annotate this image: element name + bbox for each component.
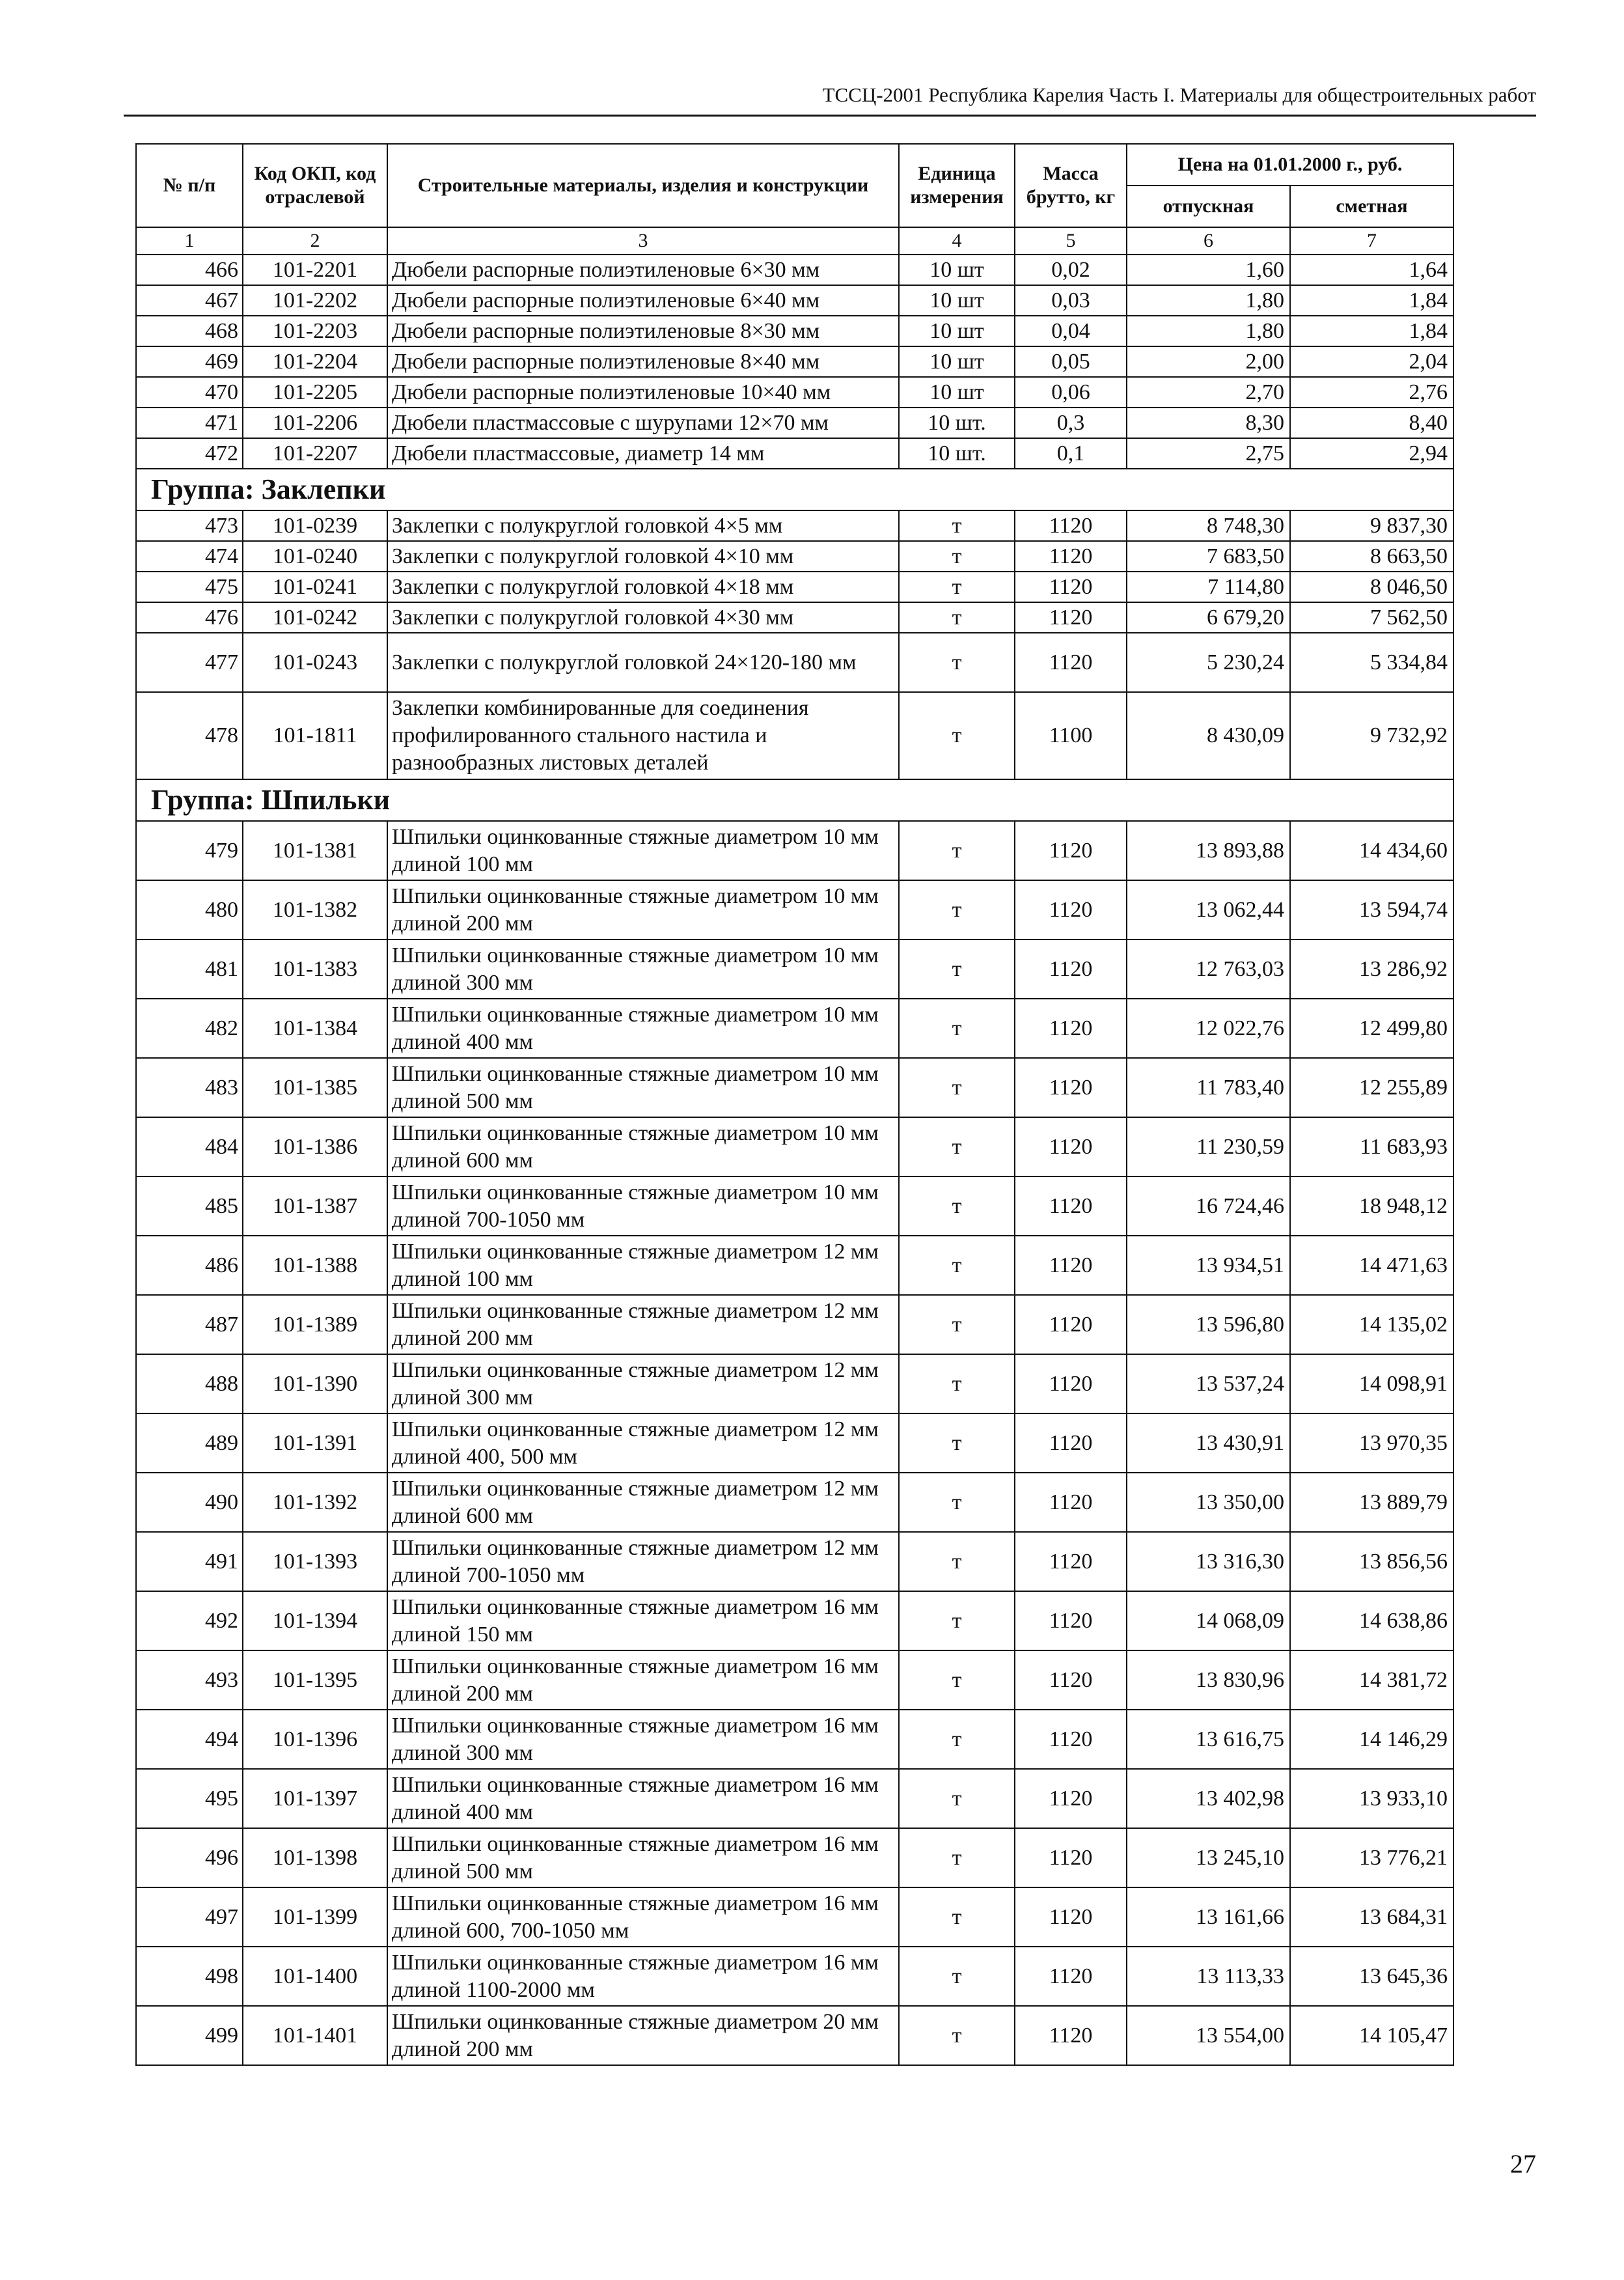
table-row: [136, 633, 1453, 692]
gross-mass: 1120: [1015, 1591, 1127, 1650]
okp-code: 101-1382: [243, 880, 387, 939]
table-row: [136, 821, 1453, 880]
gross-mass: 1120: [1015, 1710, 1127, 1769]
gross-mass: 1120: [1015, 880, 1127, 939]
release-price: 13 616,75: [1127, 1710, 1290, 1769]
row-number: 476: [136, 602, 243, 633]
table-row: [136, 377, 1453, 408]
table-row: [136, 285, 1453, 316]
okp-code: 101-1398: [243, 1828, 387, 1887]
column-number: 6: [1127, 227, 1290, 255]
gross-mass: 1120: [1015, 999, 1127, 1058]
okp-code: 101-1394: [243, 1591, 387, 1650]
unit-of-measure: 10 шт: [899, 316, 1015, 346]
column-number: 1: [136, 227, 243, 255]
column-number: 5: [1015, 227, 1127, 255]
unit-of-measure: т: [899, 1591, 1015, 1650]
gross-mass: 1120: [1015, 1176, 1127, 1236]
gross-mass: 0,05: [1015, 346, 1127, 377]
column-number: 4: [899, 227, 1015, 255]
gross-mass: 1120: [1015, 1473, 1127, 1532]
table-body: [136, 255, 1453, 2065]
unit-of-measure: т: [899, 1236, 1015, 1295]
release-price: 2,00: [1127, 346, 1290, 377]
okp-code: 101-1393: [243, 1532, 387, 1591]
unit-of-measure: 10 шт: [899, 346, 1015, 377]
estimate-price: 13 856,56: [1290, 1532, 1453, 1591]
okp-code: 101-1383: [243, 939, 387, 999]
gross-mass: 1120: [1015, 602, 1127, 633]
release-price: 8,30: [1127, 408, 1290, 438]
estimate-price: 12 255,89: [1290, 1058, 1453, 1117]
row-number: 497: [136, 1887, 243, 1947]
column-number: 2: [243, 227, 387, 255]
release-price: 13 113,33: [1127, 1947, 1290, 2006]
unit-of-measure: т: [899, 821, 1015, 880]
okp-code: 101-1387: [243, 1176, 387, 1236]
estimate-price: 13 970,35: [1290, 1413, 1453, 1473]
okp-code: 101-0239: [243, 510, 387, 541]
material-description: Шпильки оцинкованные стяжные диаметром 20 мм длиной 200 мм: [387, 2006, 899, 2065]
table-row: [136, 1117, 1453, 1176]
unit-of-measure: т: [899, 572, 1015, 602]
unit-of-measure: т: [899, 1532, 1015, 1591]
table-row: [136, 255, 1453, 285]
row-number: 493: [136, 1650, 243, 1710]
row-number: 468: [136, 316, 243, 346]
material-description: Шпильки оцинкованные стяжные диаметром 12 мм длиной 600 мм: [387, 1473, 899, 1532]
okp-code: 101-1395: [243, 1650, 387, 1710]
material-description: Дюбели распорные полиэтиленовые 8×40 мм: [387, 346, 899, 377]
estimate-price: 13 776,21: [1290, 1828, 1453, 1887]
release-price: 12 022,76: [1127, 999, 1290, 1058]
row-number: 480: [136, 880, 243, 939]
material-description: Заклепки с полукруглой головкой 4×5 мм: [387, 510, 899, 541]
row-number: 495: [136, 1769, 243, 1828]
estimate-price: 13 889,79: [1290, 1473, 1453, 1532]
release-price: 1,80: [1127, 285, 1290, 316]
column-number: 3: [387, 227, 899, 255]
release-price: 13 554,00: [1127, 2006, 1290, 2065]
unit-of-measure: т: [899, 1887, 1015, 1947]
gross-mass: 0,3: [1015, 408, 1127, 438]
release-price: 1,80: [1127, 316, 1290, 346]
estimate-price: 14 135,02: [1290, 1295, 1453, 1354]
gross-mass: 0,1: [1015, 438, 1127, 469]
unit-of-measure: т: [899, 1710, 1015, 1769]
release-price: 16 724,46: [1127, 1176, 1290, 1236]
row-number: 485: [136, 1176, 243, 1236]
okp-code: 101-2207: [243, 438, 387, 469]
material-description: Шпильки оцинкованные стяжные диаметром 10 мм длиной 700-1050 мм: [387, 1176, 899, 1236]
okp-code: 101-1811: [243, 692, 387, 779]
gross-mass: 1120: [1015, 1413, 1127, 1473]
table-row: [136, 1769, 1453, 1828]
unit-of-measure: т: [899, 880, 1015, 939]
release-price: 13 245,10: [1127, 1828, 1290, 1887]
release-price: 8 748,30: [1127, 510, 1290, 541]
material-description: Шпильки оцинкованные стяжные диаметром 10 мм длиной 400 мм: [387, 999, 899, 1058]
okp-code: 101-0243: [243, 633, 387, 692]
material-description: Шпильки оцинкованные стяжные диаметром 16 мм длиной 1100-2000 мм: [387, 1947, 899, 2006]
gross-mass: 1120: [1015, 1650, 1127, 1710]
unit-of-measure: т: [899, 510, 1015, 541]
release-price: 13 430,91: [1127, 1413, 1290, 1473]
table-row: [136, 880, 1453, 939]
estimate-price: 8 663,50: [1290, 541, 1453, 572]
material-description: Заклепки с полукруглой головкой 4×18 мм: [387, 572, 899, 602]
gross-mass: 1120: [1015, 1532, 1127, 1591]
release-price: 13 596,80: [1127, 1295, 1290, 1354]
table-row: [136, 510, 1453, 541]
table-row: [136, 1650, 1453, 1710]
column-number-row: [136, 227, 1453, 255]
material-description: Шпильки оцинкованные стяжные диаметром 10 мм длиной 200 мм: [387, 880, 899, 939]
table-row: [136, 1532, 1453, 1591]
estimate-price: 8,40: [1290, 408, 1453, 438]
estimate-price: 1,84: [1290, 285, 1453, 316]
table-row: [136, 346, 1453, 377]
material-description: Шпильки оцинкованные стяжные диаметром 10 мм длиной 100 мм: [387, 821, 899, 880]
unit-of-measure: т: [899, 692, 1015, 779]
header-rule: [124, 115, 1536, 117]
table-row: [136, 2006, 1453, 2065]
release-price: 13 537,24: [1127, 1354, 1290, 1413]
gross-mass: 1120: [1015, 1769, 1127, 1828]
row-number: 496: [136, 1828, 243, 1887]
okp-code: 101-1384: [243, 999, 387, 1058]
row-number: 483: [136, 1058, 243, 1117]
row-number: 492: [136, 1591, 243, 1650]
page-number: 27: [1510, 2149, 1536, 2178]
material-description: Шпильки оцинкованные стяжные диаметром 16 мм длиной 500 мм: [387, 1828, 899, 1887]
release-price: 13 402,98: [1127, 1769, 1290, 1828]
col-header-price-release: отпускная: [1127, 186, 1290, 227]
release-price: 7 114,80: [1127, 572, 1290, 602]
row-number: 484: [136, 1117, 243, 1176]
estimate-price: 1,84: [1290, 316, 1453, 346]
col-header-price-group: Цена на 01.01.2000 г., руб.: [1127, 144, 1453, 186]
unit-of-measure: т: [899, 1058, 1015, 1117]
unit-of-measure: 10 шт.: [899, 438, 1015, 469]
okp-code: 101-2203: [243, 316, 387, 346]
gross-mass: 1120: [1015, 2006, 1127, 2065]
estimate-price: 18 948,12: [1290, 1176, 1453, 1236]
estimate-price: 14 098,91: [1290, 1354, 1453, 1413]
materials-price-table: [135, 143, 1454, 2066]
unit-of-measure: т: [899, 602, 1015, 633]
table-row: [136, 1354, 1453, 1413]
row-number: 499: [136, 2006, 243, 2065]
gross-mass: 1120: [1015, 1354, 1127, 1413]
row-number: 491: [136, 1532, 243, 1591]
gross-mass: 0,02: [1015, 255, 1127, 285]
table-row: [136, 572, 1453, 602]
material-description: Шпильки оцинкованные стяжные диаметром 10 мм длиной 600 мм: [387, 1117, 899, 1176]
running-header: ТССЦ-2001 Республика Карелия Часть I. Материалы для общестроительных работ: [822, 83, 1536, 106]
material-description: Шпильки оцинкованные стяжные диаметром 12 мм длиной 100 мм: [387, 1236, 899, 1295]
okp-code: 101-1385: [243, 1058, 387, 1117]
okp-code: 101-1400: [243, 1947, 387, 2006]
gross-mass: 1120: [1015, 633, 1127, 692]
table-row: [136, 1473, 1453, 1532]
table-row: [136, 316, 1453, 346]
row-number: 470: [136, 377, 243, 408]
estimate-price: 2,76: [1290, 377, 1453, 408]
col-header-desc: Строительные материалы, изделия и конструкции: [387, 144, 899, 227]
release-price: 13 316,30: [1127, 1532, 1290, 1591]
unit-of-measure: т: [899, 541, 1015, 572]
okp-code: 101-1386: [243, 1117, 387, 1176]
row-number: 473: [136, 510, 243, 541]
gross-mass: 0,04: [1015, 316, 1127, 346]
material-description: Шпильки оцинкованные стяжные диаметром 16 мм длиной 200 мм: [387, 1650, 899, 1710]
unit-of-measure: 10 шт: [899, 285, 1015, 316]
unit-of-measure: т: [899, 1650, 1015, 1710]
group-title: Группа: Шпильки: [136, 779, 1453, 821]
estimate-price: 12 499,80: [1290, 999, 1453, 1058]
material-description: Шпильки оцинкованные стяжные диаметром 12 мм длиной 400, 500 мм: [387, 1413, 899, 1473]
okp-code: 101-2201: [243, 255, 387, 285]
release-price: 13 830,96: [1127, 1650, 1290, 1710]
table-row: [136, 1710, 1453, 1769]
row-number: 475: [136, 572, 243, 602]
release-price: 6 679,20: [1127, 602, 1290, 633]
material-description: Дюбели пластмассовые с шурупами 12×70 мм: [387, 408, 899, 438]
table-row: [136, 692, 1453, 779]
table-row: [136, 999, 1453, 1058]
release-price: 13 893,88: [1127, 821, 1290, 880]
table-header: [136, 144, 1453, 255]
okp-code: 101-2204: [243, 346, 387, 377]
unit-of-measure: т: [899, 1176, 1015, 1236]
material-description: Шпильки оцинкованные стяжные диаметром 12 мм длиной 700-1050 мм: [387, 1532, 899, 1591]
okp-code: 101-2202: [243, 285, 387, 316]
table-row: [136, 1828, 1453, 1887]
release-price: 1,60: [1127, 255, 1290, 285]
row-number: 487: [136, 1295, 243, 1354]
unit-of-measure: 10 шт: [899, 377, 1015, 408]
unit-of-measure: т: [899, 1117, 1015, 1176]
okp-code: 101-1388: [243, 1236, 387, 1295]
release-price: 13 934,51: [1127, 1236, 1290, 1295]
estimate-price: 13 594,74: [1290, 880, 1453, 939]
table-row: [136, 1295, 1453, 1354]
row-number: 481: [136, 939, 243, 999]
material-description: Дюбели пластмассовые, диаметр 14 мм: [387, 438, 899, 469]
table-row: [136, 939, 1453, 999]
material-description: Дюбели распорные полиэтиленовые 6×40 мм: [387, 285, 899, 316]
table-row: [136, 408, 1453, 438]
unit-of-measure: т: [899, 1354, 1015, 1413]
okp-code: 101-1390: [243, 1354, 387, 1413]
row-number: 471: [136, 408, 243, 438]
material-description: Заклепки с полукруглой головкой 4×30 мм: [387, 602, 899, 633]
gross-mass: 0,03: [1015, 285, 1127, 316]
unit-of-measure: т: [899, 1473, 1015, 1532]
unit-of-measure: т: [899, 1295, 1015, 1354]
table-row: [136, 1236, 1453, 1295]
material-description: Шпильки оцинкованные стяжные диаметром 12 мм длиной 300 мм: [387, 1354, 899, 1413]
estimate-price: 13 684,31: [1290, 1887, 1453, 1947]
gross-mass: 1100: [1015, 692, 1127, 779]
release-price: 13 350,00: [1127, 1473, 1290, 1532]
row-number: 466: [136, 255, 243, 285]
gross-mass: 1120: [1015, 541, 1127, 572]
release-price: 2,70: [1127, 377, 1290, 408]
row-number: 489: [136, 1413, 243, 1473]
release-price: 14 068,09: [1127, 1591, 1290, 1650]
estimate-price: 2,94: [1290, 438, 1453, 469]
col-header-mass: Масса брутто, кг: [1015, 144, 1127, 227]
material-description: Шпильки оцинкованные стяжные диаметром 16 мм длиной 300 мм: [387, 1710, 899, 1769]
gross-mass: 1120: [1015, 1887, 1127, 1947]
group-header-row: [136, 779, 1453, 821]
group-header-row: [136, 469, 1453, 510]
material-description: Шпильки оцинкованные стяжные диаметром 16 мм длиной 150 мм: [387, 1591, 899, 1650]
estimate-price: 14 105,47: [1290, 2006, 1453, 2065]
okp-code: 101-1392: [243, 1473, 387, 1532]
row-number: 472: [136, 438, 243, 469]
gross-mass: 1120: [1015, 821, 1127, 880]
release-price: 13 062,44: [1127, 880, 1290, 939]
okp-code: 101-1389: [243, 1295, 387, 1354]
table-row: [136, 1176, 1453, 1236]
material-description: Дюбели распорные полиэтиленовые 10×40 мм: [387, 377, 899, 408]
table-row: [136, 541, 1453, 572]
unit-of-measure: т: [899, 999, 1015, 1058]
okp-code: 101-1399: [243, 1887, 387, 1947]
unit-of-measure: т: [899, 2006, 1015, 2065]
col-header-code: Код ОКП, код отраслевой: [243, 144, 387, 227]
row-number: 486: [136, 1236, 243, 1295]
release-price: 11 230,59: [1127, 1117, 1290, 1176]
material-description: Шпильки оцинкованные стяжные диаметром 10 мм длиной 300 мм: [387, 939, 899, 999]
row-number: 488: [136, 1354, 243, 1413]
material-description: Дюбели распорные полиэтиленовые 8×30 мм: [387, 316, 899, 346]
okp-code: 101-2205: [243, 377, 387, 408]
gross-mass: 1120: [1015, 572, 1127, 602]
estimate-price: 5 334,84: [1290, 633, 1453, 692]
table-row: [136, 1413, 1453, 1473]
row-number: 474: [136, 541, 243, 572]
col-header-num: № п/п: [136, 144, 243, 227]
gross-mass: 1120: [1015, 510, 1127, 541]
row-number: 469: [136, 346, 243, 377]
column-number: 7: [1290, 227, 1453, 255]
release-price: 11 783,40: [1127, 1058, 1290, 1117]
okp-code: 101-1391: [243, 1413, 387, 1473]
unit-of-measure: 10 шт: [899, 255, 1015, 285]
okp-code: 101-1397: [243, 1769, 387, 1828]
table-row: [136, 1947, 1453, 2006]
row-number: 482: [136, 999, 243, 1058]
col-header-unit: Единица измерения: [899, 144, 1015, 227]
release-price: 7 683,50: [1127, 541, 1290, 572]
row-number: 498: [136, 1947, 243, 2006]
material-description: Дюбели распорные полиэтиленовые 6×30 мм: [387, 255, 899, 285]
col-header-price-estimate: сметная: [1290, 186, 1453, 227]
material-description: Шпильки оцинкованные стяжные диаметром 10 мм длиной 500 мм: [387, 1058, 899, 1117]
estimate-price: 8 046,50: [1290, 572, 1453, 602]
estimate-price: 14 638,86: [1290, 1591, 1453, 1650]
table-row: [136, 602, 1453, 633]
material-description: Шпильки оцинкованные стяжные диаметром 16 мм длиной 600, 700-1050 мм: [387, 1887, 899, 1947]
row-number: 479: [136, 821, 243, 880]
material-description: Заклепки с полукруглой головкой 4×10 мм: [387, 541, 899, 572]
material-description: Шпильки оцинкованные стяжные диаметром 12 мм длиной 200 мм: [387, 1295, 899, 1354]
okp-code: 101-0241: [243, 572, 387, 602]
unit-of-measure: т: [899, 1769, 1015, 1828]
material-description: Шпильки оцинкованные стяжные диаметром 16 мм длиной 400 мм: [387, 1769, 899, 1828]
release-price: 5 230,24: [1127, 633, 1290, 692]
table-row: [136, 1591, 1453, 1650]
release-price: 2,75: [1127, 438, 1290, 469]
estimate-price: 13 645,36: [1290, 1947, 1453, 2006]
gross-mass: 1120: [1015, 1295, 1127, 1354]
estimate-price: 2,04: [1290, 346, 1453, 377]
estimate-price: 14 381,72: [1290, 1650, 1453, 1710]
material-description: Заклепки комбинированные для соединения профилированного стального настила и разнообразных листовых деталей: [387, 692, 899, 779]
okp-code: 101-2206: [243, 408, 387, 438]
table-row: [136, 1887, 1453, 1947]
estimate-price: 9 837,30: [1290, 510, 1453, 541]
gross-mass: 0,06: [1015, 377, 1127, 408]
okp-code: 101-0240: [243, 541, 387, 572]
estimate-price: 14 434,60: [1290, 821, 1453, 880]
unit-of-measure: т: [899, 939, 1015, 999]
estimate-price: 1,64: [1290, 255, 1453, 285]
estimate-price: 11 683,93: [1290, 1117, 1453, 1176]
estimate-price: 13 286,92: [1290, 939, 1453, 999]
gross-mass: 1120: [1015, 1236, 1127, 1295]
gross-mass: 1120: [1015, 939, 1127, 999]
estimate-price: 7 562,50: [1290, 602, 1453, 633]
unit-of-measure: т: [899, 633, 1015, 692]
gross-mass: 1120: [1015, 1828, 1127, 1887]
unit-of-measure: т: [899, 1947, 1015, 2006]
gross-mass: 1120: [1015, 1058, 1127, 1117]
okp-code: 101-1381: [243, 821, 387, 880]
row-number: 478: [136, 692, 243, 779]
okp-code: 101-0242: [243, 602, 387, 633]
table-row: [136, 438, 1453, 469]
release-price: 8 430,09: [1127, 692, 1290, 779]
row-number: 490: [136, 1473, 243, 1532]
row-number: 494: [136, 1710, 243, 1769]
unit-of-measure: 10 шт.: [899, 408, 1015, 438]
row-number: 477: [136, 633, 243, 692]
okp-code: 101-1401: [243, 2006, 387, 2065]
group-title: Группа: Заклепки: [136, 469, 1453, 510]
gross-mass: 1120: [1015, 1117, 1127, 1176]
okp-code: 101-1396: [243, 1710, 387, 1769]
unit-of-measure: т: [899, 1828, 1015, 1887]
estimate-price: 14 471,63: [1290, 1236, 1453, 1295]
estimate-price: 13 933,10: [1290, 1769, 1453, 1828]
estimate-price: 14 146,29: [1290, 1710, 1453, 1769]
release-price: 12 763,03: [1127, 939, 1290, 999]
material-description: Заклепки с полукруглой головкой 24×120-180 мм: [387, 633, 899, 692]
unit-of-measure: т: [899, 1413, 1015, 1473]
table-row: [136, 1058, 1453, 1117]
gross-mass: 1120: [1015, 1947, 1127, 2006]
estimate-price: 9 732,92: [1290, 692, 1453, 779]
row-number: 467: [136, 285, 243, 316]
release-price: 13 161,66: [1127, 1887, 1290, 1947]
